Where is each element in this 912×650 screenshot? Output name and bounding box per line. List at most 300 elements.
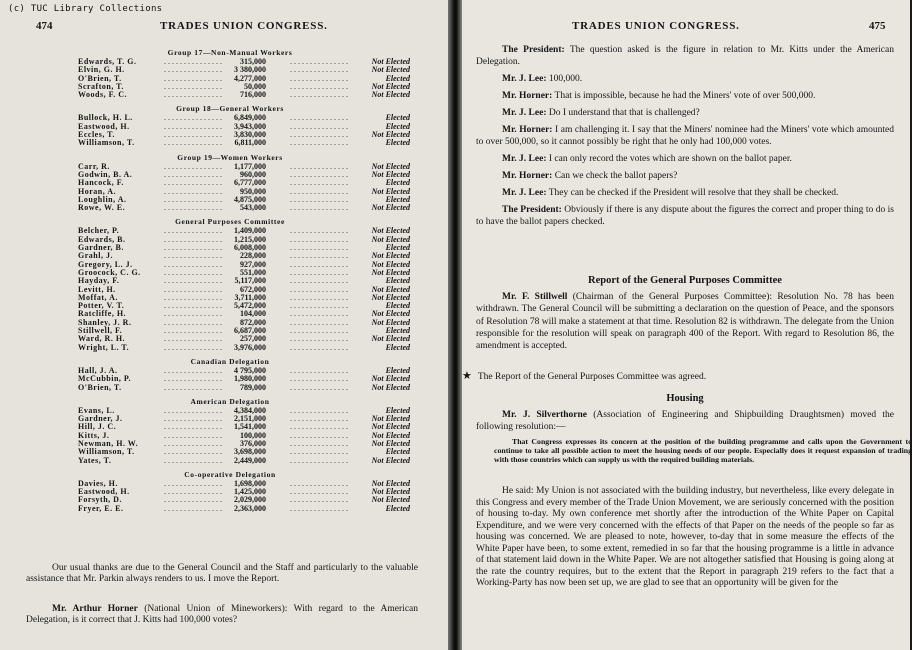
candidate-row (0, 204, 448, 212)
vote-count: 1,980,000 (234, 374, 266, 384)
candidate-name: Davies, H. (78, 478, 118, 488)
candidate-name: Woods, F. C. (78, 90, 128, 100)
exchange-paragraph (476, 187, 894, 199)
candidate-name: Williamson, T. (78, 447, 135, 457)
exchange-list (476, 44, 894, 233)
candidate-name: Forsyth, D. (78, 495, 122, 505)
candidate-name: McCubbin, P. (78, 374, 132, 384)
exchange-paragraph (476, 170, 894, 182)
speech-text: Obviously if there is any dispute about the figures the correct and proper thing to do is to have the ballot papers checked. (476, 205, 894, 227)
election-result: Not Elected (371, 186, 410, 196)
election-result: Elected (385, 243, 410, 253)
election-result: Elected (385, 113, 410, 123)
election-result: Not Elected (371, 495, 410, 505)
leader-dots: . . . . . . . . . . . . . . . (164, 259, 222, 269)
leader-dots: . . . . . . . . . . . . . . . (164, 478, 222, 488)
speech-text: (Chairman of the General Purposes Committee): Resolution No. 78 has been withdrawn. The General Council will be submitting a declaration on the question of Peace, and the sponsors of Resolution 78 will make a statement at that time. Resolution 82 is withdrawn. The delegate from the Union responsible for the resolution will speak on paragraph 400 of the Report. With regard to Resolution 86, the amendment is accepted. (476, 292, 895, 352)
candidate-row (0, 505, 448, 513)
election-result: Elected (385, 73, 410, 83)
leader-dots: . . . . . . . . . . . . . . . (290, 342, 348, 352)
speaker-name: Mr. J. Lee: (502, 108, 547, 118)
vote-count: 228,000 (240, 251, 266, 261)
vote-count: 6,687,000 (234, 326, 266, 336)
election-result: Elected (385, 276, 410, 286)
vote-count: 3,976,000 (234, 342, 266, 352)
vote-count: 2,029,000 (234, 495, 266, 505)
candidate-name: Ward, R. H. (78, 334, 126, 344)
candidate-row (0, 384, 448, 392)
candidate-name: Fryer, E. E. (78, 503, 124, 513)
election-result: Not Elected (371, 487, 410, 497)
star-icon: ★ (462, 370, 472, 382)
election-result: Not Elected (371, 382, 410, 392)
vote-count: 927,000 (240, 259, 266, 269)
election-result: Not Elected (371, 414, 410, 424)
candidate-row (0, 335, 448, 343)
exchange-paragraph (476, 73, 894, 85)
leader-dots: . . . . . . . . . . . . . . . (164, 447, 222, 457)
leader-dots: . . . . . . . . . . . . . . . (164, 194, 222, 204)
election-result: Not Elected (371, 438, 410, 448)
speaker-name: The President: (502, 205, 562, 215)
leader-dots: . . . . . . . . . . . . . . . (290, 203, 348, 213)
right-page (462, 0, 910, 650)
leader-dots: . . . . . . . . . . . . . . . (164, 374, 222, 384)
leader-dots: . . . . . . . . . . . . . . . (164, 203, 222, 213)
left-page (0, 0, 448, 650)
candidate-name: Bullock, H. L. (78, 113, 133, 123)
speech-text: The question asked is the figure in relation to Mr. Kitts under the American Delegation. (476, 45, 894, 67)
leader-dots: . . . . . . . . . . . . . . . (290, 178, 348, 188)
leader-dots: . . . . . . . . . . . . . . . (164, 455, 222, 465)
candidate-name: Scrafton, T. (78, 81, 124, 91)
candidate-name: Ratcliffe, H. (78, 309, 127, 319)
speech-text: That is impossible, because he had the Miners' vote of over 500,000. (554, 91, 816, 101)
silverthorne-speech: He said: My Union is not associated with the building industry, but nevertheless, like every delegate in this Congress and every member of the Trade Union Movement, we are seriously concerned with the position of housing to-day. My own conference met shortly after the introduction of the White Paper on Capital Expenditure, and we were very concerned with the effects of that Paper on the needs of the people so far as housing was concerned. We are pleased to note, however, to-day that in some measure the effects of the White Paper have been, to some extent, remedied in so far that the housing programme is a little in advance of that statement laid down in the White Paper. We are not altogether satisfied that Housing is going along at the rate the country requires, but to the extent that the Report in paragraph 219 refers to the fact that a Working-Party has now been set up, we are glad to see that an opportunity will be given for the (476, 486, 894, 588)
leader-dots: . . . . . . . . . . . . . . . (290, 292, 348, 302)
leader-dots: . . . . . . . . . . . . . . . (290, 284, 348, 294)
vote-count: 872,000 (240, 317, 266, 327)
vote-count: 1,541,000 (234, 422, 266, 432)
leader-dots: . . . . . . . . . . . . . . . (290, 57, 348, 66)
candidate-name: Stillwell, F. (78, 326, 123, 336)
election-result: Not Elected (371, 284, 410, 294)
candidate-row (0, 440, 448, 448)
leader-dots: . . . . . . . . . . . . . . . (290, 73, 348, 83)
leader-dots: . . . . . . . . . . . . . . . (290, 430, 348, 440)
vote-count: 1,425,000 (234, 487, 266, 497)
vote-count: 950,000 (240, 186, 266, 196)
vote-count: 3 380,000 (234, 65, 266, 75)
vote-count: 100,000 (240, 430, 266, 440)
candidate-name: Hancock, F. (78, 178, 124, 188)
election-result: Not Elected (371, 161, 410, 171)
right-page-number: 475 (869, 20, 886, 32)
vote-count: 4,384,000 (234, 405, 266, 415)
leader-dots: . . . . . . . . . . . . . . . (290, 405, 348, 415)
speaker-name: Mr. F. Stillwell (502, 292, 568, 302)
leader-dots: . . . . . . . . . . . . . . . (164, 90, 222, 100)
leader-dots: . . . . . . . . . . . . . . . (290, 121, 348, 131)
candidate-name: Gregory, L. J. (78, 259, 133, 269)
candidate-name: Levitt, H. (78, 284, 116, 294)
leader-dots: . . . . . . . . . . . . . . . (164, 309, 222, 319)
report-agreed (462, 370, 894, 383)
group-title: General Purposes Committee (175, 217, 285, 227)
leader-dots: . . . . . . . . . . . . . . . (290, 65, 348, 75)
speech-text: They can be checked if the President will resolve that they shall be checked. (548, 188, 839, 198)
agreed-text: The Report of the General Purposes Committee was agreed. (477, 372, 707, 382)
vote-count: 257,000 (240, 334, 266, 344)
vote-count: 789,000 (240, 382, 266, 392)
leader-dots: . . . . . . . . . . . . . . . (290, 243, 348, 253)
speaker-name: Mr. Horner: (502, 171, 553, 181)
speaker-name: Mr. Horner: (502, 91, 553, 101)
leader-dots: . . . . . . . . . . . . . . . (164, 342, 222, 352)
election-result: Elected (385, 301, 410, 311)
speaker-name: Mr. J. Silverthorne (502, 410, 587, 420)
candidate-row (0, 66, 448, 74)
stillwell-statement (476, 291, 894, 352)
leader-dots: . . . . . . . . . . . . . . . (290, 438, 348, 448)
leader-dots: . . . . . . . . . . . . . . . (164, 243, 222, 253)
exchange-paragraph (476, 90, 894, 102)
election-result: Not Elected (371, 251, 410, 261)
leader-dots: . . . . . . . . . . . . . . . (290, 503, 348, 513)
election-result: Elected (385, 138, 410, 148)
watermark: (c) TUC Library Collections (8, 4, 163, 14)
leader-dots: . . . . . . . . . . . . . . . (290, 447, 348, 457)
leader-dots: . . . . . . . . . . . . . . . (164, 169, 222, 179)
vote-count: 3,830,000 (234, 130, 266, 140)
group-title: Co-operative Delegation (184, 469, 276, 479)
leader-dots: . . . . . . . . . . . . . . . (164, 487, 222, 497)
exchange-paragraph (476, 124, 894, 148)
leader-dots: . . . . . . . . . . . . . . . (290, 194, 348, 204)
leader-dots: . . . . . . . . . . . . . . . (290, 495, 348, 505)
leader-dots: . . . . . . . . . . . . . . . (290, 455, 348, 465)
election-result: Elected (385, 342, 410, 352)
candidate-row (0, 269, 448, 277)
vote-count: 2,449,000 (234, 455, 266, 465)
leader-dots: . . . . . . . . . . . . . . . (290, 251, 348, 261)
leader-dots: . . . . . . . . . . . . . . . (164, 301, 222, 311)
speech-text: I can only record the votes which are shown on the ballot paper. (548, 154, 792, 164)
candidate-row (0, 457, 448, 465)
leader-dots: . . . . . . . . . . . . . . . (290, 90, 348, 100)
leader-dots: . . . . . . . . . . . . . . . (290, 186, 348, 196)
leader-dots: . . . . . . . . . . . . . . . (164, 73, 222, 83)
vote-count: 6,777,000 (234, 178, 266, 188)
candidate-row (0, 319, 448, 327)
leader-dots: . . . . . . . . . . . . . . . (164, 365, 222, 375)
speech-text: 100,000. (548, 74, 583, 84)
candidate-row (0, 131, 448, 139)
candidate-name: Newman, H. W. (78, 438, 139, 448)
leader-dots: . . . . . . . . . . . . . . . (164, 405, 222, 415)
election-result: Not Elected (371, 267, 410, 277)
candidate-name: Yates, T. (78, 455, 112, 465)
right-running-head: TRADES UNION CONGRESS. (572, 20, 740, 32)
leader-dots: . . . . . . . . . . . . . . . (164, 161, 222, 171)
vote-count: 551,000 (240, 267, 266, 277)
candidate-row (0, 188, 448, 196)
leader-dots: . . . . . . . . . . . . . . . (164, 430, 222, 440)
leader-dots: . . . . . . . . . . . . . . . (290, 259, 348, 269)
leader-dots: . . . . . . . . . . . . . . . (164, 382, 222, 392)
leader-dots: . . . . . . . . . . . . . . . (290, 130, 348, 140)
candidate-name: O'Brien, T. (78, 73, 122, 83)
leader-dots: . . . . . . . . . . . . . . . (290, 414, 348, 424)
group-title: Canadian Delegation (190, 356, 270, 366)
leader-dots: . . . . . . . . . . . . . . . (164, 438, 222, 448)
candidate-name: Groocock, C. G. (78, 267, 141, 277)
leader-dots: . . . . . . . . . . . . . . . (290, 276, 348, 286)
election-result: Not Elected (371, 317, 410, 327)
speech-text: (National Union of Mineworkers): With regard to the American Delegation, is it correct that J. Kitts had 100,000 votes? (26, 604, 419, 625)
candidate-name: Belcher, P. (78, 226, 120, 236)
speaker-name: Mr. J. Lee: (502, 154, 547, 164)
leader-dots: . . . . . . . . . . . . . . . (290, 309, 348, 319)
candidate-name: Eccles, T. (78, 130, 115, 140)
leader-dots: . . . . . . . . . . . . . . . (290, 317, 348, 327)
candidate-row (0, 139, 448, 147)
speech-text: I am challenging it. I say that the Miners' nominee had the Miners' vote which amounted to over 500,000, so it cannot possibly be right that he only had 100,000 votes. (476, 125, 895, 147)
left-page-number: 474 (36, 20, 53, 32)
vote-count: 6,811,000 (234, 138, 266, 148)
candidate-name: Moffat, A. (78, 292, 118, 302)
book-gutter (448, 0, 462, 650)
leader-dots: . . . . . . . . . . . . . . . (164, 503, 222, 513)
election-result: Not Elected (371, 259, 410, 269)
candidate-name: Loughlin, A. (78, 194, 127, 204)
housing-heading: Housing (666, 393, 704, 404)
speech-text: (Association of Engineering and Shipbuilding Draughtsmen) moved the following resolution:— (476, 410, 894, 432)
election-result: Not Elected (371, 169, 410, 179)
leader-dots: . . . . . . . . . . . . . . . (164, 495, 222, 505)
leader-dots: . . . . . . . . . . . . . . . (290, 301, 348, 311)
speaker-name: The President: (502, 45, 565, 55)
election-result: Not Elected (371, 422, 410, 432)
vote-results-table (0, 43, 448, 513)
candidate-name: Potter, V. T. (78, 301, 125, 311)
vote-count: 543,000 (240, 203, 266, 213)
vote-count: 672,000 (240, 284, 266, 294)
vote-count: 4 795,000 (234, 365, 266, 375)
vote-count: 6,008,000 (234, 243, 266, 253)
vote-count: 5,117,000 (234, 276, 266, 286)
leader-dots: . . . . . . . . . . . . . . . (164, 334, 222, 344)
leader-dots: . . . . . . . . . . . . . . . (164, 284, 222, 294)
candidate-name: Elvin, G. H. (78, 65, 125, 75)
candidate-row (0, 496, 448, 504)
candidate-name: Hayday, F. (78, 276, 120, 286)
group-title: Group 17—Non-Manual Workers (167, 48, 293, 57)
leader-dots: . . . . . . . . . . . . . . . (290, 169, 348, 179)
candidate-name: Godwin, B. A. (78, 169, 133, 179)
speech-text: Can we check the ballot papers? (554, 171, 678, 181)
vote-count: 5,472,000 (234, 301, 266, 311)
leader-dots: . . . . . . . . . . . . . . . (164, 267, 222, 277)
leader-dots: . . . . . . . . . . . . . . . (290, 234, 348, 244)
vote-count: 4,277,000 (234, 73, 266, 83)
election-result: Elected (385, 194, 410, 204)
leader-dots: . . . . . . . . . . . . . . . (164, 121, 222, 131)
leader-dots: . . . . . . . . . . . . . . . (290, 374, 348, 384)
election-result: Elected (385, 121, 410, 131)
candidate-row (0, 344, 448, 352)
leader-dots: . . . . . . . . . . . . . . . (290, 478, 348, 488)
leader-dots: . . . . . . . . . . . . . . . (164, 414, 222, 424)
leader-dots: . . . . . . . . . . . . . . . (164, 81, 222, 91)
candidate-name: Eastwood, H. (78, 121, 130, 131)
vote-count: 3,698,000 (234, 447, 266, 457)
leader-dots: . . . . . . . . . . . . . . . (290, 113, 348, 123)
speech-text: Do I understand that that is challenged? (548, 108, 700, 118)
candidate-name: Kitts, J. (78, 430, 110, 440)
election-result: Elected (385, 447, 410, 457)
exchange-paragraph (476, 153, 894, 165)
vote-count: 2,363,000 (234, 503, 266, 513)
candidate-name: Shanley, J. R. (78, 317, 132, 327)
leader-dots: . . . . . . . . . . . . . . . (290, 161, 348, 171)
candidate-name: Edwards, T. G. (78, 57, 137, 66)
vote-count: 1,215,000 (234, 234, 266, 244)
election-result: Elected (385, 405, 410, 415)
group-title: Group 18—General Workers (176, 104, 284, 114)
gpc-heading: Report of the General Purposes Committee (588, 275, 782, 286)
group-title: American Delegation (190, 396, 270, 406)
leader-dots: . . . . . . . . . . . . . . . (164, 130, 222, 140)
exchange-paragraph (476, 204, 894, 228)
candidate-row (0, 236, 448, 244)
vote-count: 1,409,000 (234, 226, 266, 236)
election-result: Not Elected (371, 90, 410, 100)
vote-count: 1,698,000 (234, 478, 266, 488)
vote-count: 4,875,000 (234, 194, 266, 204)
left-running-head: TRADES UNION CONGRESS. (160, 20, 328, 32)
election-result: Not Elected (371, 292, 410, 302)
candidate-row (0, 171, 448, 179)
leader-dots: . . . . . . . . . . . . . . . (290, 422, 348, 432)
candidate-name: Hill, J. C. (78, 422, 117, 432)
vote-count: 50,000 (244, 81, 266, 91)
election-result: Elected (385, 365, 410, 375)
leader-dots: . . . . . . . . . . . . . . . (290, 382, 348, 392)
election-result: Not Elected (371, 374, 410, 384)
exchange-paragraph (476, 107, 894, 119)
election-result: Elected (385, 503, 410, 513)
election-result: Not Elected (371, 430, 410, 440)
leader-dots: . . . . . . . . . . . . . . . (164, 113, 222, 123)
election-result: Not Elected (371, 478, 410, 488)
speaker-name: Mr. J. Lee: (502, 74, 547, 84)
silverthorne-intro (476, 409, 894, 433)
vote-count: 716,000 (240, 90, 266, 100)
speaker-name: Mr. Horner: (502, 125, 553, 135)
candidate-name: Evans, L. (78, 405, 115, 415)
leader-dots: . . . . . . . . . . . . . . . (290, 487, 348, 497)
election-result: Elected (385, 178, 410, 188)
leader-dots: . . . . . . . . . . . . . . . (164, 317, 222, 327)
candidate-name: Gardner, B. (78, 243, 124, 253)
speaker-name: Mr. Arthur Horner (52, 604, 138, 614)
leader-dots: . . . . . . . . . . . . . . . (164, 251, 222, 261)
candidate-name: Gardner, J. (78, 414, 123, 424)
election-result: Not Elected (371, 130, 410, 140)
election-result: Elected (385, 326, 410, 336)
leader-dots: . . . . . . . . . . . . . . . (164, 276, 222, 286)
election-result: Not Elected (371, 334, 410, 344)
leader-dots: . . . . . . . . . . . . . . . (290, 226, 348, 236)
vote-count: 6,849,000 (234, 113, 266, 123)
leader-dots: . . . . . . . . . . . . . . . (290, 138, 348, 148)
group-title: Group 19—Women Workers (177, 152, 283, 162)
vote-count: 3,943,000 (234, 121, 266, 131)
leader-dots: . . . . . . . . . . . . . . . (164, 138, 222, 148)
leader-dots: . . . . . . . . . . . . . . . (164, 326, 222, 336)
leader-dots: . . . . . . . . . . . . . . . (164, 65, 222, 75)
election-result: Not Elected (371, 57, 410, 66)
vote-count: 376,000 (240, 438, 266, 448)
leader-dots: . . . . . . . . . . . . . . . (290, 326, 348, 336)
candidate-name: Hall, J. A. (78, 365, 118, 375)
candidate-name: Eastwood, H. (78, 487, 130, 497)
horner-question (26, 604, 418, 625)
vote-count: 104,000 (240, 309, 266, 319)
leader-dots: . . . . . . . . . . . . . . . (290, 334, 348, 344)
speaker-name: Mr. J. Lee: (502, 188, 547, 198)
election-result: Not Elected (371, 65, 410, 75)
leader-dots: . . . . . . . . . . . . . . . (164, 234, 222, 244)
candidate-name: Edwards, B. (78, 234, 126, 244)
leader-dots: . . . . . . . . . . . . . . . (290, 81, 348, 91)
election-result: Not Elected (371, 81, 410, 91)
exchange-paragraph (476, 44, 894, 68)
vote-count: 315,000 (240, 57, 266, 66)
candidate-name: Grahl, J. (78, 251, 113, 261)
leader-dots: . . . . . . . . . . . . . . . (164, 57, 222, 66)
election-result: Not Elected (371, 455, 410, 465)
housing-motion: That Congress expresses its concern at the position of the building programme and calls upon the Government to continue to take all possible action to meet the housing needs of our people. Especially does it request expansion of trading with those countries which can supply us with the required building materials. (494, 437, 912, 464)
leader-dots: . . . . . . . . . . . . . . . (164, 292, 222, 302)
election-result: Not Elected (371, 226, 410, 236)
candidate-row (0, 294, 448, 302)
candidate-name: Rowe, W. E. (78, 203, 126, 213)
candidate-row (0, 91, 448, 99)
election-result: Not Elected (371, 234, 410, 244)
leader-dots: . . . . . . . . . . . . . . . (290, 267, 348, 277)
candidate-row (0, 114, 448, 122)
vote-count: 960,000 (240, 169, 266, 179)
candidate-name: Wright, L. T. (78, 342, 130, 352)
thanks-paragraph: Our usual thanks are due to the General Council and the Staff and particularly to the valuable assistance that Mr. Parkin always renders to us. I move the Report. (26, 563, 418, 584)
vote-count: 1,177,000 (234, 161, 266, 171)
vote-count: 2,151,000 (234, 414, 266, 424)
leader-dots: . . . . . . . . . . . . . . . (164, 178, 222, 188)
candidate-name: Carr, R. (78, 161, 110, 171)
candidate-name: Williamson, T. (78, 138, 135, 148)
election-result: Not Elected (371, 203, 410, 213)
vote-count: 3,711,000 (234, 292, 266, 302)
leader-dots: . . . . . . . . . . . . . . . (164, 422, 222, 432)
candidate-name: Horan, A. (78, 186, 117, 196)
leader-dots: . . . . . . . . . . . . . . . (164, 186, 222, 196)
candidate-name: O'Brien, T. (78, 382, 122, 392)
leader-dots: . . . . . . . . . . . . . . . (164, 226, 222, 236)
leader-dots: . . . . . . . . . . . . . . . (290, 365, 348, 375)
election-result: Not Elected (371, 309, 410, 319)
